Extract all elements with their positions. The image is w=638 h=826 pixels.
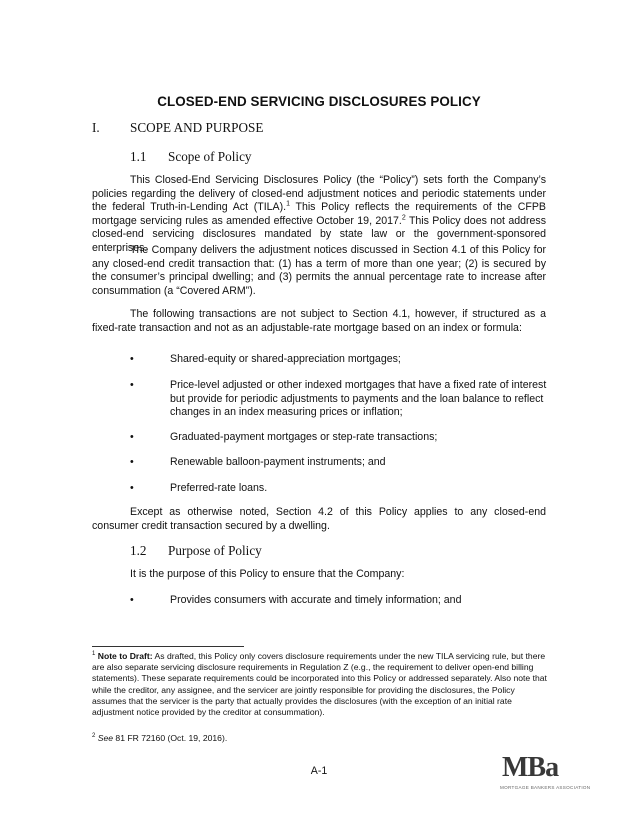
subsection-title: Purpose of Policy bbox=[168, 543, 262, 558]
subsection-1-2-heading bbox=[130, 543, 262, 559]
mba-logo bbox=[500, 754, 600, 794]
subsection-title: Scope of Policy bbox=[168, 149, 252, 164]
bullet-icon: • bbox=[130, 594, 134, 606]
subsection-1-1-heading bbox=[130, 149, 252, 165]
logo-subtitle: MORTGAGE BANKERS ASSOCIATION bbox=[500, 785, 591, 790]
bullet-icon: • bbox=[130, 379, 134, 391]
footnote-divider bbox=[92, 646, 244, 647]
footnote-label: Note to Draft: bbox=[97, 651, 153, 661]
bullet-icon: • bbox=[130, 353, 134, 365]
bullet-icon: • bbox=[130, 431, 134, 443]
list-item-text: Graduated-payment mortgages or step-rate transactions; bbox=[170, 431, 438, 443]
bullet-icon: • bbox=[130, 482, 134, 494]
list-item-text: Shared-equity or shared-appreciation mortgages; bbox=[170, 353, 401, 365]
section-number: I. bbox=[92, 120, 100, 135]
logo-mark: MBa bbox=[502, 752, 559, 783]
scope-paragraph-2: The Company delivers the adjustment notices discussed in Section 4.1 of this Policy for any closed-end credit transaction that: (1) has a term of more than one year; (2) is secured by the consumer’s principal dwelling; and (3) permits the annual percentage rate to increase after consummation (a “Covered ARM”). bbox=[92, 244, 546, 297]
subsection-number: 1.1 bbox=[130, 149, 147, 164]
page-number: A-1 bbox=[310, 765, 328, 777]
list-item-text: Provides consumers with accurate and timely information; and bbox=[170, 594, 462, 606]
list-item-text: Preferred-rate loans. bbox=[170, 482, 268, 494]
footnote-marker: 1 bbox=[92, 651, 96, 658]
list-item-text: Renewable balloon-payment instruments; and bbox=[170, 456, 386, 468]
bullet-icon: • bbox=[130, 456, 134, 468]
scope-paragraph-3: The following transactions are not subject to Section 4.1, however, if structured as a fixed-rate transaction and not as an adjustable-rate mortgage based on an index or formula: bbox=[92, 308, 546, 334]
scope-paragraph-4: Except as otherwise noted, Section 4.2 of this Policy applies to any closed-end consumer credit transaction secured by a dwelling. bbox=[92, 506, 546, 532]
subsection-number: 1.2 bbox=[130, 543, 147, 558]
document-title: CLOSED-END SERVICING DISCLOSURES POLICY bbox=[157, 94, 481, 109]
footnote-2: $^2$ See 81 FR 72160 (Oct. 19, 2016). bbox=[92, 733, 228, 743]
section-title: SCOPE AND PURPOSE bbox=[130, 120, 264, 135]
footnote-ref-1: 1 bbox=[286, 200, 290, 208]
footnote-marker: 2 bbox=[92, 733, 96, 740]
footnote-1: $^1$ Note to Draft: As drafted, this Policy only covers disclosure requirements under the new TILA servicing rule, but there are also separate servicing disclosure requirements in Regulation Z (e.g., the requirement to deliver open-end billing statements). These separate requirements could be incorporated into this Policy or addressed separately. Also note that while the creditor, any assignee, and the servicer are jointly responsible for providing the disclosures, the Policy assumes that the servicer is the party that actually provides the disclosures (with the exception of an initial rate adjustment notice provided by the creditor at consummation). bbox=[92, 651, 547, 718]
purpose-paragraph: It is the purpose of this Policy to ensure that the Company: bbox=[130, 568, 405, 580]
scope-paragraph-1: This Closed-End Servicing Disclosures Policy (the “Policy”) sets forth the Company’s policies regarding the delivery of closed-end adjustment notices and periodic statements under the federal Truth-in-Lending Act (TILA).$^1$ This Policy reflects the requirements of the CFPB mortgage servicing rules as amended effective October 19, 2017.$^2$ This Policy does not address closed-end servicing disclosures mandated by state law or the government-sponsored enterprises. bbox=[92, 174, 547, 254]
list-item-text: Price-level adjusted or other indexed mortgages that have a fixed rate of interest but provide for periodic adjustments to payments and the loan balance to reflect changes in an index measuring prices or inflation; bbox=[170, 379, 547, 419]
footnote-ref-2: 2 bbox=[401, 214, 406, 222]
